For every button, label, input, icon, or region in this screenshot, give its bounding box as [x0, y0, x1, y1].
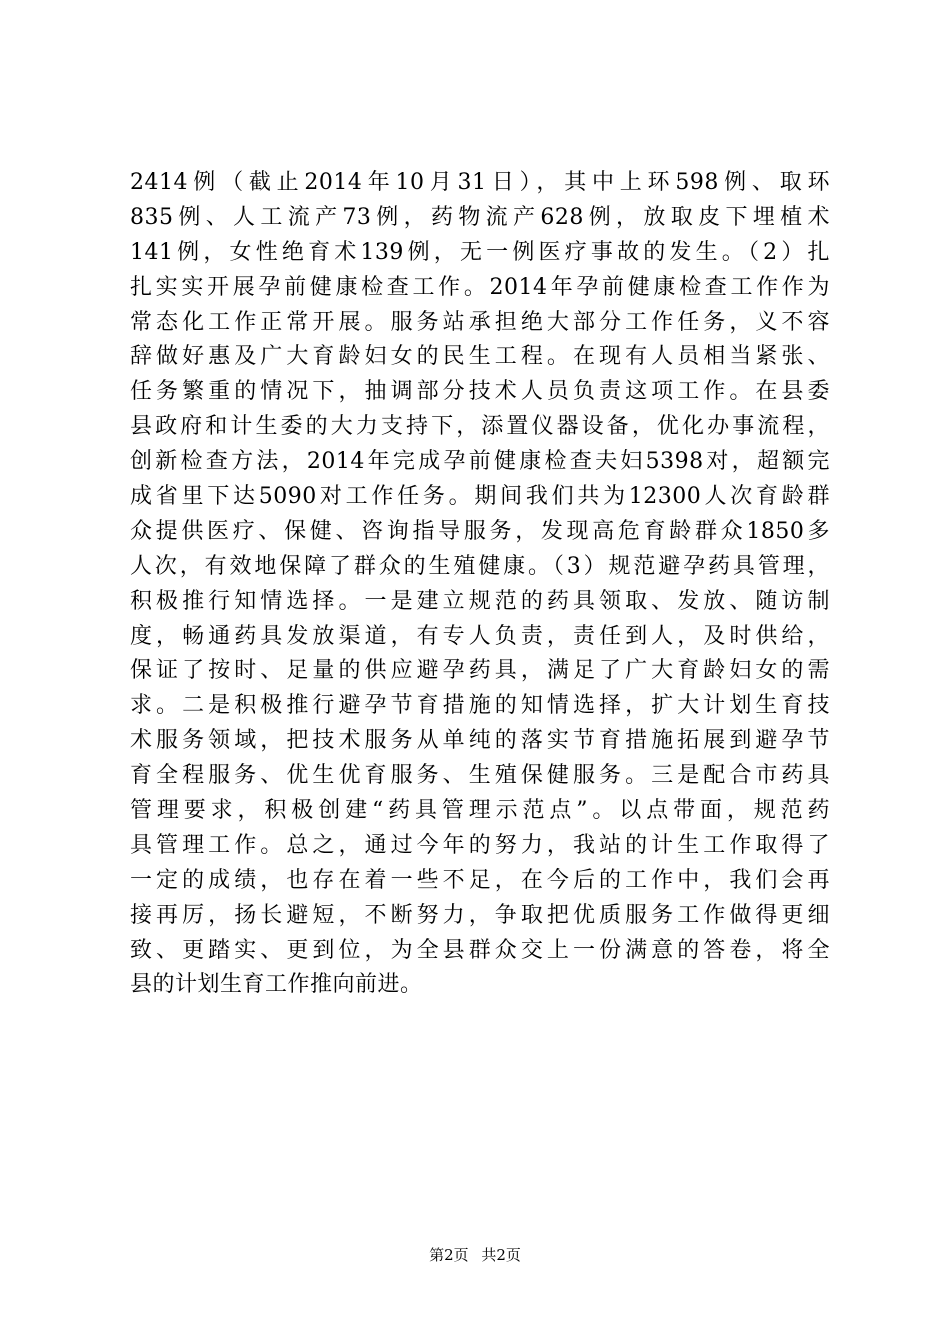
text-line: 扎实实开展孕前健康检查工作。2014年孕前健康检查工作作为: [130, 274, 830, 300]
page-footer: [0, 1245, 950, 1265]
text-line: 常态化工作正常开展。服务站承担绝大部分工作任务，义不容: [130, 309, 830, 335]
text-line: 141例，女性绝育术139例，无一例医疗事故的发生。（2）扎: [130, 239, 830, 265]
text-line: 度，畅通药具发放渠道，有专人负责，责任到人，及时供给，: [130, 623, 830, 649]
page-number: 第2页: [429, 1246, 469, 1264]
text-line: 具管理工作。总之，通过今年的努力，我站的计生工作取得了: [130, 832, 830, 858]
text-line: 管理要求，积极创建“药具管理示范点”。以点带面，规范药: [130, 798, 830, 824]
text-line: 一定的成绩，也存在着一些不足，在今后的工作中，我们会再: [130, 867, 830, 893]
text-line: 术服务领域，把技术服务从单纯的落实节育措施拓展到避孕节: [130, 728, 830, 754]
text-line: 任务繁重的情况下，抽调部分技术人员负责这项工作。在县委: [130, 379, 830, 405]
text-line: 县的计划生育工作推向前进。: [130, 972, 423, 998]
body-paragraph: [130, 166, 830, 1003]
text-line: 2414例（截止2014年10月31日），其中上环598例、取环: [130, 170, 830, 195]
text-line: 接再厉，扬长避短，不断努力，争取把优质服务工作做得更细: [130, 902, 830, 928]
text-line: 辞做好惠及广大育龄妇女的民生工程。在现有人员相当紧张、: [130, 344, 830, 370]
page-total: 共2页: [481, 1246, 521, 1264]
text-line: 成省里下达5090对工作任务。期间我们共为12300人次育龄群: [130, 484, 830, 510]
text-line: 积极推行知情选择。一是建立规范的药具领取、发放、随访制: [130, 588, 830, 614]
text-line: 人次，有效地保障了群众的生殖健康。（3）规范避孕药具管理，: [130, 553, 830, 579]
text-line: 求。二是积极推行避孕节育措施的知情选择，扩大计划生育技: [130, 693, 830, 719]
text-line: 县政府和计生委的大力支持下，添置仪器设备，优化办事流程，: [130, 414, 830, 440]
text-line: 保证了按时、足量的供应避孕药具，满足了广大育龄妇女的需: [130, 658, 830, 684]
text-line: 创新检查方法，2014年完成孕前健康检查夫妇5398对，超额完: [130, 449, 830, 475]
text-line: 育全程服务、优生优育服务、生殖保健服务。三是配合市药具: [130, 763, 830, 789]
text-line: 众提供医疗、保健、咨询指导服务，发现高危育龄群众1850多: [130, 518, 830, 544]
text-line: 致、更踏实、更到位，为全县群众交上一份满意的答卷，将全: [130, 937, 830, 963]
text-line: 835例、人工流产73例，药物流产628例，放取皮下埋植术: [130, 204, 830, 230]
